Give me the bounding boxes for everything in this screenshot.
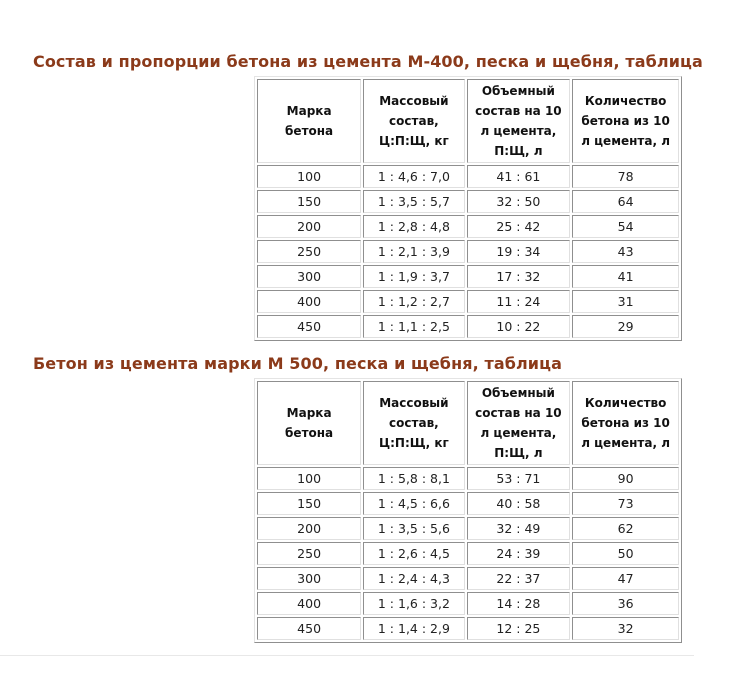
cell-grade: 300 bbox=[257, 567, 361, 590]
table-row bbox=[257, 517, 679, 540]
cell-yield: 62 bbox=[572, 517, 679, 540]
cell-volume: 19 : 34 bbox=[467, 240, 571, 263]
cell-grade: 450 bbox=[257, 315, 361, 338]
cell-volume: 22 : 37 bbox=[467, 567, 571, 590]
cell-mass: 1 : 1,2 : 2,7 bbox=[363, 290, 464, 313]
cell-yield: 73 bbox=[572, 492, 679, 515]
cell-grade: 300 bbox=[257, 265, 361, 288]
table-row bbox=[257, 165, 679, 188]
table-row bbox=[257, 215, 679, 238]
table-row bbox=[257, 542, 679, 565]
cell-grade: 250 bbox=[257, 240, 361, 263]
header-concrete-yield: Количество бетона из 10 л цемента, л bbox=[572, 79, 679, 163]
cell-volume: 40 : 58 bbox=[467, 492, 571, 515]
table-row bbox=[257, 467, 679, 490]
cell-volume: 53 : 71 bbox=[467, 467, 571, 490]
cell-mass: 1 : 1,4 : 2,9 bbox=[363, 617, 464, 640]
cell-grade: 400 bbox=[257, 290, 361, 313]
cell-mass: 1 : 4,6 : 7,0 bbox=[363, 165, 464, 188]
cell-yield: 54 bbox=[572, 215, 679, 238]
cell-volume: 25 : 42 bbox=[467, 215, 571, 238]
header-concrete-grade: Марка бетона bbox=[257, 381, 361, 465]
table-row bbox=[257, 617, 679, 640]
table-row bbox=[257, 190, 679, 213]
cell-yield: 32 bbox=[572, 617, 679, 640]
cell-yield: 90 bbox=[572, 467, 679, 490]
table-row bbox=[257, 567, 679, 590]
table-row bbox=[257, 592, 679, 615]
table-row bbox=[257, 290, 679, 313]
cell-grade: 250 bbox=[257, 542, 361, 565]
cell-grade: 100 bbox=[257, 165, 361, 188]
bottom-divider bbox=[0, 655, 694, 656]
cell-mass: 1 : 2,8 : 4,8 bbox=[363, 215, 464, 238]
table-row bbox=[257, 492, 679, 515]
cell-grade: 200 bbox=[257, 215, 361, 238]
cell-grade: 150 bbox=[257, 492, 361, 515]
cell-volume: 32 : 50 bbox=[467, 190, 571, 213]
cell-grade: 150 bbox=[257, 190, 361, 213]
m400-concrete-table bbox=[254, 76, 682, 341]
cell-yield: 43 bbox=[572, 240, 679, 263]
cell-mass: 1 : 2,1 : 3,9 bbox=[363, 240, 464, 263]
cell-grade: 100 bbox=[257, 467, 361, 490]
cell-yield: 64 bbox=[572, 190, 679, 213]
header-concrete-yield: Количество бетона из 10 л цемента, л bbox=[572, 381, 679, 465]
header-mass-composition: Массовый состав, Ц:П:Щ, кг bbox=[363, 79, 464, 163]
cell-mass: 1 : 1,6 : 3,2 bbox=[363, 592, 464, 615]
table-header-row bbox=[257, 381, 679, 465]
cell-mass: 1 : 3,5 : 5,6 bbox=[363, 517, 464, 540]
cell-yield: 50 bbox=[572, 542, 679, 565]
cell-volume: 14 : 28 bbox=[467, 592, 571, 615]
cell-volume: 24 : 39 bbox=[467, 542, 571, 565]
m400-table-title: Состав и пропорции бетона из цемента М-400, песка и щебня, таблица bbox=[33, 52, 703, 71]
cell-grade: 400 bbox=[257, 592, 361, 615]
cell-mass: 1 : 1,1 : 2,5 bbox=[363, 315, 464, 338]
table-row bbox=[257, 315, 679, 338]
cell-yield: 78 bbox=[572, 165, 679, 188]
cell-volume: 10 : 22 bbox=[467, 315, 571, 338]
header-volume-composition: Объемный состав на 10 л цемента, П:Щ, л bbox=[467, 79, 571, 163]
m500-concrete-table bbox=[254, 378, 682, 643]
cell-mass: 1 : 2,6 : 4,5 bbox=[363, 542, 464, 565]
table-row bbox=[257, 265, 679, 288]
cell-mass: 1 : 1,9 : 3,7 bbox=[363, 265, 464, 288]
header-mass-composition: Массовый состав, Ц:П:Щ, кг bbox=[363, 381, 464, 465]
cell-volume: 11 : 24 bbox=[467, 290, 571, 313]
cell-mass: 1 : 4,5 : 6,6 bbox=[363, 492, 464, 515]
cell-mass: 1 : 3,5 : 5,7 bbox=[363, 190, 464, 213]
cell-volume: 17 : 32 bbox=[467, 265, 571, 288]
header-volume-composition: Объемный состав на 10 л цемента, П:Щ, л bbox=[467, 381, 571, 465]
cell-yield: 47 bbox=[572, 567, 679, 590]
table-header-row bbox=[257, 79, 679, 163]
cell-yield: 31 bbox=[572, 290, 679, 313]
cell-volume: 32 : 49 bbox=[467, 517, 571, 540]
m500-table-title: Бетон из цемента марки М 500, песка и щебня, таблица bbox=[33, 354, 562, 373]
header-concrete-grade: Марка бетона bbox=[257, 79, 361, 163]
cell-volume: 41 : 61 bbox=[467, 165, 571, 188]
cell-yield: 41 bbox=[572, 265, 679, 288]
table-row bbox=[257, 240, 679, 263]
cell-yield: 29 bbox=[572, 315, 679, 338]
cell-volume: 12 : 25 bbox=[467, 617, 571, 640]
cell-grade: 200 bbox=[257, 517, 361, 540]
cell-mass: 1 : 5,8 : 8,1 bbox=[363, 467, 464, 490]
cell-grade: 450 bbox=[257, 617, 361, 640]
cell-yield: 36 bbox=[572, 592, 679, 615]
cell-mass: 1 : 2,4 : 4,3 bbox=[363, 567, 464, 590]
